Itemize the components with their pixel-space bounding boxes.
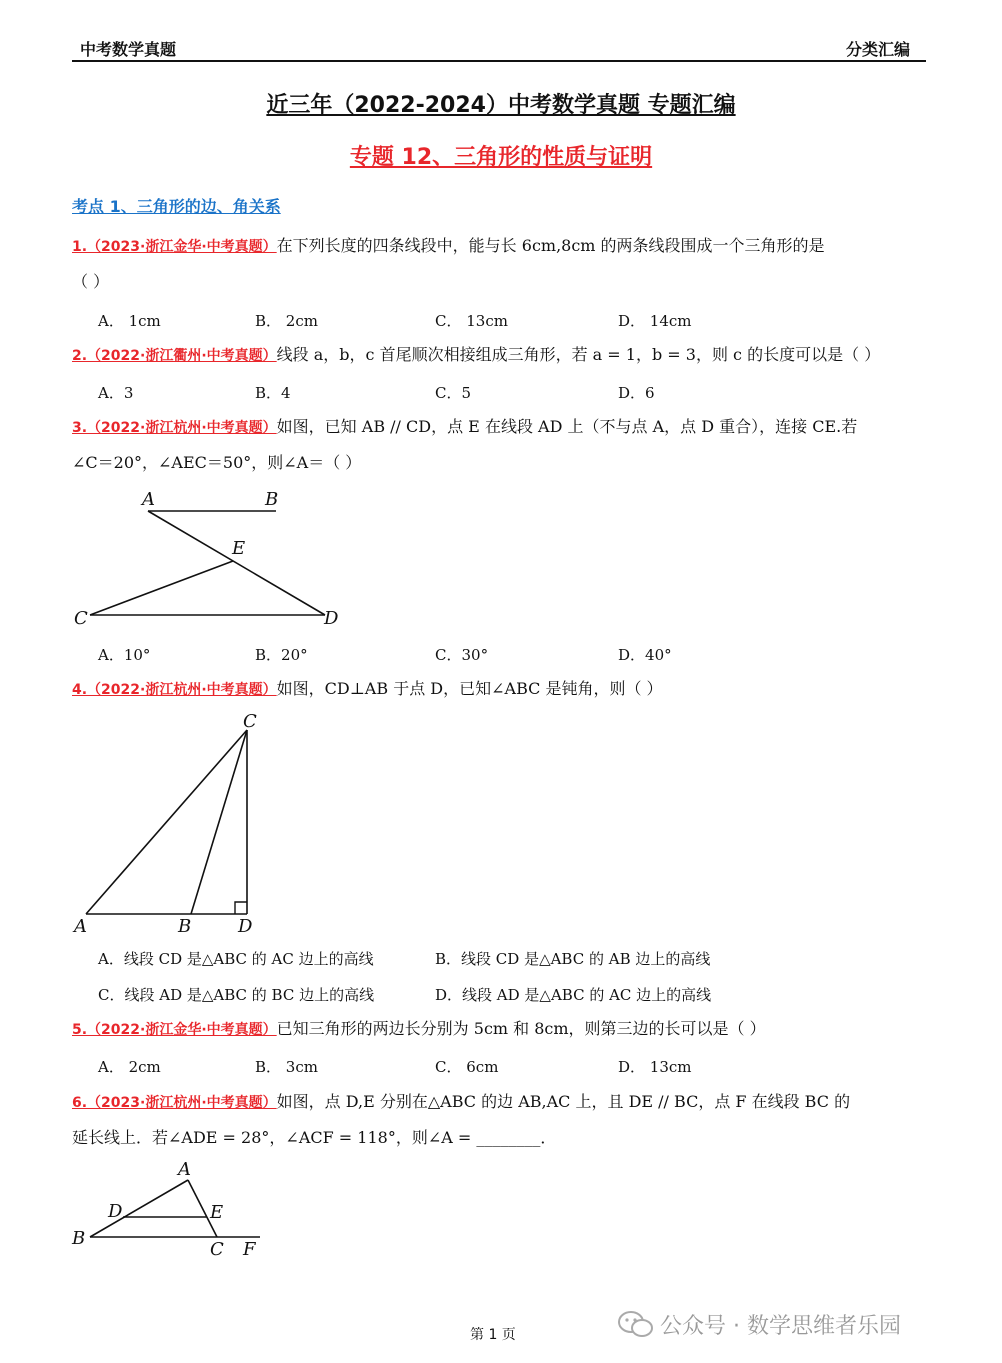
q3-figure	[60, 480, 360, 630]
q3-label-c: C	[74, 608, 88, 629]
q4-option-d: D．线段 AD 是△ABC 的 AC 边上的高线	[435, 986, 712, 1004]
q6-segment-ab	[90, 1180, 188, 1237]
question-5	[72, 1018, 932, 1041]
q4-label-b: B	[178, 916, 192, 937]
q4-option-b: B．线段 CD 是△ABC 的 AB 边上的高线	[435, 950, 711, 968]
question-2-text: 线段 a，b，c 首尾顺次相接组成三角形，若 a = 1，b = 3，则 c 的长度可以是（ ）	[276, 345, 881, 364]
section-heading: 考点 1、三角形的边、角关系	[72, 197, 281, 216]
q2-option-d: D．6	[618, 384, 655, 402]
header-right: 分类汇编	[846, 40, 911, 59]
wechat-icon	[616, 1308, 656, 1340]
q1-option-c: C． 13cm	[435, 312, 508, 330]
question-4-source: 4.（2022·浙江杭州·中考真题）	[72, 682, 277, 698]
q6-label-b: B	[72, 1228, 86, 1249]
q3-label-e: E	[232, 538, 246, 559]
question-2	[72, 344, 932, 367]
q2-option-c: C．5	[435, 384, 472, 402]
q4-option-c: C．线段 AD 是△ABC 的 BC 边上的高线	[98, 986, 375, 1004]
question-6-cont: 延长线上．若∠ADE = 28°，∠ACF = 118°，则∠A = ________．	[72, 1128, 557, 1147]
q6-figure	[60, 1155, 280, 1265]
q5-option-d: D． 13cm	[618, 1058, 692, 1076]
q3-segment-ce	[90, 561, 233, 615]
watermark-text: 公众号 · 数学思维者乐园	[660, 1314, 901, 1339]
q4-right-angle-mark	[235, 902, 247, 914]
q4-option-a: A．线段 CD 是△ABC 的 AC 边上的高线	[98, 950, 374, 968]
question-1-cont: （ ）	[72, 272, 110, 291]
question-3-source: 3.（2022·浙江杭州·中考真题）	[72, 420, 277, 436]
q6-label-d: D	[108, 1201, 123, 1222]
q4-segment-ac	[86, 730, 247, 914]
q3-segment-ad	[148, 511, 325, 615]
question-1	[72, 235, 932, 258]
question-1-source: 1.（2023·浙江金华·中考真题）	[72, 239, 277, 255]
q5-option-b: B． 3cm	[255, 1058, 318, 1076]
q4-label-d: D	[238, 916, 253, 937]
q3-option-c: C．30°	[435, 646, 489, 664]
q2-option-b: B．4	[255, 384, 291, 402]
q2-option-a: A．3	[98, 384, 134, 402]
question-6	[72, 1091, 932, 1114]
question-4-text: 如图，CD⊥AB 于点 D，已知∠ABC 是钝角，则（ ）	[276, 679, 663, 698]
q3-option-d: D．40°	[618, 646, 672, 664]
q5-option-a: A． 2cm	[98, 1058, 161, 1076]
question-1-text: 在下列长度的四条线段中，能与长 6cm,8cm 的两条线段围成一个三角形的是	[276, 236, 825, 255]
q3-label-a: A	[142, 489, 155, 510]
header-left: 中考数学真题	[80, 40, 177, 59]
q6-label-f: F	[243, 1239, 256, 1260]
question-3	[72, 416, 932, 439]
q4-segment-bc	[191, 730, 247, 914]
document-title: 近三年（2022-2024）中考数学真题 专题汇编	[266, 93, 736, 118]
q6-label-e: E	[210, 1202, 224, 1223]
q6-label-a: A	[178, 1159, 191, 1180]
q3-label-d: D	[324, 608, 339, 629]
question-5-text: 已知三角形的两边长分别为 5cm 和 8cm，则第三边的长可以是（ ）	[276, 1019, 766, 1038]
question-6-source: 6.（2023·浙江杭州·中考真题）	[72, 1095, 277, 1111]
q5-option-c: C． 6cm	[435, 1058, 499, 1076]
q1-option-d: D． 14cm	[618, 312, 692, 330]
topic-title: 专题 12、三角形的性质与证明	[349, 145, 653, 170]
q3-option-a: A．10°	[98, 646, 151, 664]
q1-option-b: B． 2cm	[255, 312, 318, 330]
question-2-source: 2.（2022·浙江衢州·中考真题）	[72, 348, 277, 364]
q3-option-b: B．20°	[255, 646, 308, 664]
question-4	[72, 678, 932, 701]
q3-label-b: B	[265, 489, 279, 510]
question-6-text: 如图，点 D,E 分别在△ABC 的边 AB,AC 上，且 DE // BC，点 F 在线段 BC 的	[276, 1092, 851, 1111]
question-3-cont: ∠C＝20°，∠AEC＝50°，则∠A＝（ ）	[72, 453, 362, 472]
q1-option-a: A． 1cm	[98, 312, 161, 330]
q4-label-c: C	[243, 711, 257, 732]
q6-label-c: C	[210, 1239, 224, 1260]
page-number: 第 1 页	[470, 1327, 516, 1343]
q4-label-a: A	[74, 916, 87, 937]
question-3-text: 如图，已知 AB // CD，点 E 在线段 AD 上（不与点 A，点 D 重合），连接 CE.若	[276, 417, 858, 436]
header-rule	[72, 60, 926, 62]
question-5-source: 5.（2022·浙江金华·中考真题）	[72, 1022, 277, 1038]
q4-figure	[60, 705, 280, 940]
